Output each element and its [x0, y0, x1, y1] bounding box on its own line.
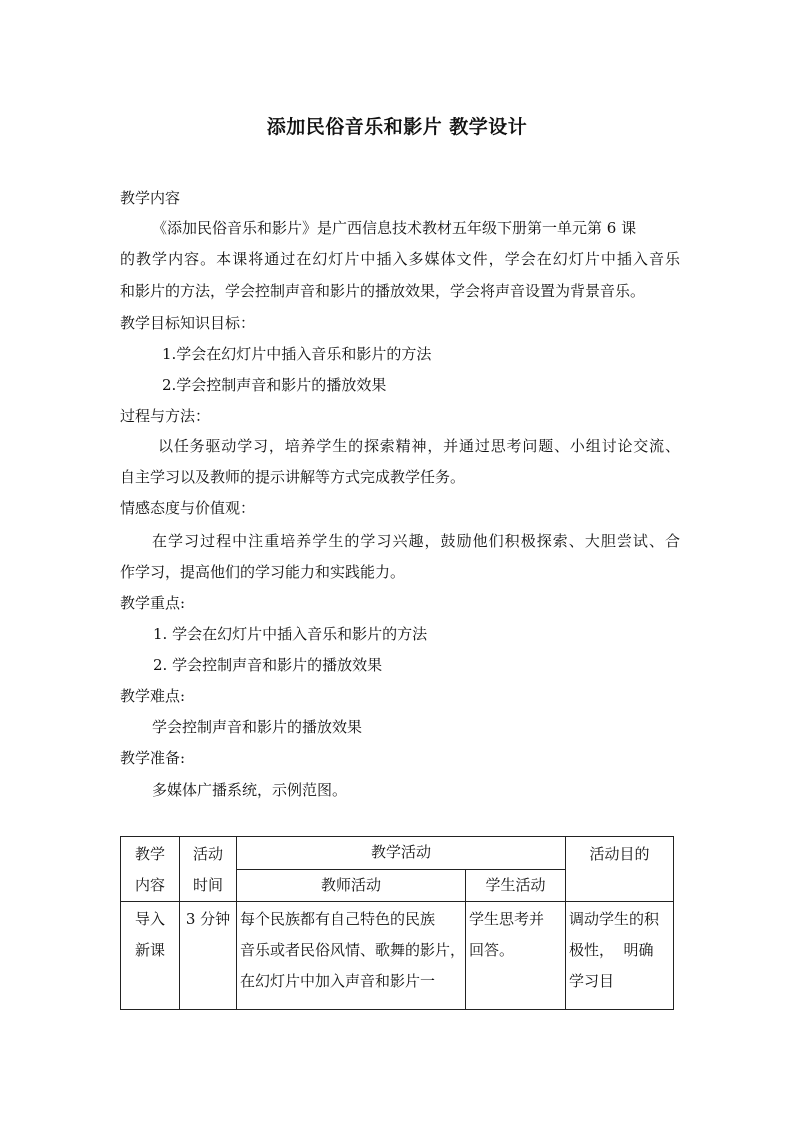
process-paragraph-line-1: 以任务驱动学习，培养学生的探索精神，并通过思考问题、小组讨论交流、 [158, 437, 680, 455]
process-heading: 过程与方法： [120, 407, 211, 425]
table-row [121, 902, 674, 1010]
key-point-2: 2. 学会控制声音和影片的播放效果 [153, 656, 383, 674]
content-paragraph-line-3: 和影片的方法，学会控制声音和影片的播放效果，学会将声音设置为背景音乐。 [120, 282, 646, 300]
row1-goal-line-3: 学习目 [569, 972, 615, 990]
header-teacher-cell: 教师活动 [237, 869, 466, 902]
page-title: 添加民俗音乐和影片 教学设计 [266, 116, 528, 138]
row1-student-cell [466, 902, 566, 1010]
emotion-heading: 情感态度与价值观： [120, 499, 256, 517]
row1-content-line-2: 新课 [134, 941, 165, 959]
key-point-1: 1. 学会在幻灯片中插入音乐和影片的方法 [153, 625, 428, 643]
header-activity-cell: 教学活动 [237, 837, 566, 870]
row1-time: 3 分钟 [185, 910, 231, 928]
row1-goal-line-2: 极性， 明确 [569, 941, 654, 959]
difficulty-item: 学会控制声音和影片的播放效果 [152, 718, 363, 736]
row1-student-line-1: 学生思考并 [469, 910, 545, 928]
content-heading: 教学内容 [120, 189, 181, 207]
header-content-line-2: 内容 [134, 876, 165, 894]
row1-teacher-line-1: 每个民族都有自己特色的民族 [240, 910, 436, 928]
header-content-line-1: 教学 [134, 845, 165, 863]
preparation-item: 多媒体广播系统，示例范图。 [152, 781, 348, 799]
header-time-cell [180, 837, 237, 902]
row1-student-line-2: 回答。 [469, 941, 515, 959]
header-content-cell [121, 837, 180, 902]
header-goal-cell: 活动目的 [566, 837, 674, 902]
row1-goal-line-1: 调动学生的积 [569, 910, 660, 928]
header-time-line-1: 活动 [192, 845, 223, 863]
emotion-paragraph-line-1: 在学习过程中注重培养学生的学习兴趣，鼓励他们积极探索、大胆尝试、合 [152, 532, 680, 550]
row1-time-cell [180, 902, 237, 1010]
process-paragraph-line-2: 自主学习以及教师的提示讲解等方式完成教学任务。 [120, 468, 466, 486]
row1-goal-cell [566, 902, 674, 1010]
table-header-row [121, 837, 674, 870]
row1-teacher-line-3: 在幻灯片中加入声音和影片一 [240, 972, 436, 990]
content-paragraph-line-2: 的教学内容。本课将通过在幻灯片中插入多媒体文件，学会在幻灯片中插入音乐 [120, 250, 680, 268]
row1-content-line-1: 导入 [134, 910, 165, 928]
row1-teacher-cell [237, 902, 466, 1010]
goal-item-1: 1.学会在幻灯片中插入音乐和影片的方法 [162, 345, 432, 363]
row1-teacher-line-2: 音乐或者民俗风情、歌舞的影片， [240, 941, 466, 959]
header-student-cell: 学生活动 [466, 869, 566, 902]
goals-heading: 教学目标知识目标： [120, 314, 256, 332]
content-paragraph-line-1: 《添加民俗音乐和影片》是广西信息技术教材五年级下册第一单元第 6 课 [152, 219, 637, 237]
row1-content-cell [121, 902, 180, 1010]
goal-item-2: 2.学会控制声音和影片的播放效果 [162, 376, 387, 394]
lesson-plan-table [120, 836, 674, 1010]
preparation-heading: 教学准备: [120, 749, 186, 767]
difficulty-heading: 教学难点: [120, 687, 186, 705]
header-time-line-2: 时间 [192, 876, 223, 894]
emotion-paragraph-line-2: 作学习，提高他们的学习能力和实践能力。 [120, 563, 406, 581]
key-points-heading: 教学重点: [120, 594, 186, 612]
